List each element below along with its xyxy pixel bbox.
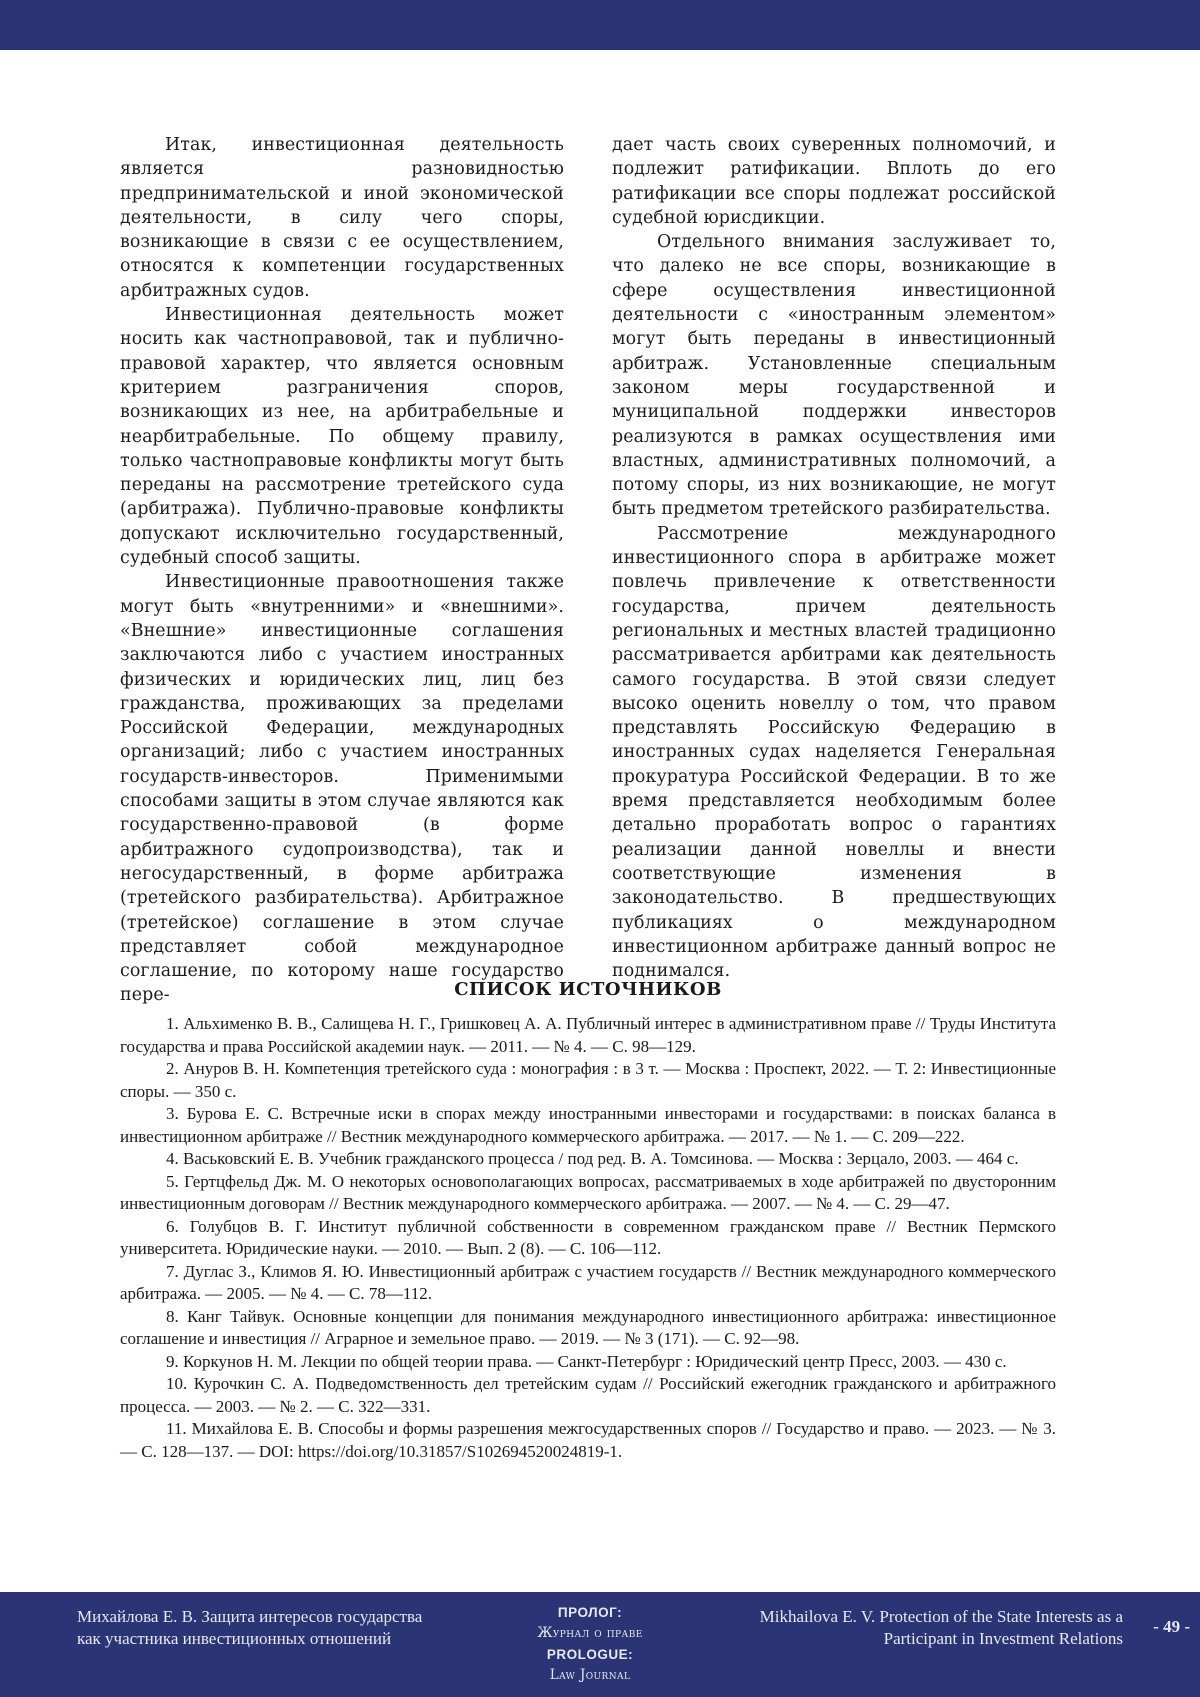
- footer-left-line: как участника инвестиционных отношений: [77, 1629, 392, 1648]
- left-column: [120, 133, 564, 1008]
- paragraph: Рассмотрение международного инвестиционного спора в арбитраже может повлечь привлечение к ответственности государства, причем деятельность региональных и местных властей традиционно рассматривается арбитрами как деятельность самого государства. В этой связи следует высоко оценить новеллу о том, что правом представлять Российскую Федерацию в иностранных судах наделяется Генеральная прокуратура Российской Федерации. В то же время представляется необходимым более детально проработать вопрос о гарантиях реализации данной новеллы и внести соответствующие изменения в законодательство. В предшествующих публикациях о международном инвестиционном арбитраже данный вопрос не поднимался.: [612, 523, 1056, 982]
- reference-item: 7. Дуглас З., Климов Я. Ю. Инвестиционный арбитраж с участием государств // Вестник международного коммерческого арбитража. — 2005. — № 4. — С. 78—112.: [120, 1261, 1056, 1303]
- reference-item: 6. Голубцов В. Г. Институт публичной собственности в современном гражданском праве // Вестник Пермского университета. Юридические науки. — 2010. — Вып. 2 (8). — С. 106—112.: [120, 1216, 1056, 1258]
- paragraph: Отдельного внимания заслуживает то, что далеко не все споры, возникающие в сфере осуществления инвестиционной деятельности с «иностранным элементом» могут быть переданы в инвестиционный арбитраж. Установленные специальным законом меры государственной и муниципальной поддержки инвесторов реализуются в рамках осуществления ими властных, административных полномочий, а потому споры, из них возникающие, не могут быть предметом третейского разбирательства.: [612, 232, 1056, 520]
- footer-author-title-en: [760, 1606, 1123, 1650]
- footer-right-line: Participant in Investment Relations: [883, 1629, 1123, 1648]
- right-column: [612, 133, 1056, 1008]
- footer-right-line: Mikhailova E. V. Protection of the State Interests as a: [759, 1607, 1123, 1626]
- page-number: - 49 -: [1153, 1617, 1190, 1636]
- reference-item: 9. Коркунов Н. М. Лекции по общей теории права. — Санкт-Петербург : Юридический центр Пресс, 2003. — 430 с.: [166, 1351, 1007, 1371]
- reference-item: 5. Гертцфельд Дж. М. О некоторых основополагающих вопросах, рассматриваемых в ходе арбитражей по двусторонним инвестиционным договорам // Вестник международного коммерческого арбитража. — 2007. — № 4. — С. 29—47.: [120, 1171, 1056, 1213]
- journal-title: [500, 1602, 680, 1686]
- references-list: [120, 1013, 1056, 1463]
- footer-band: [0, 1592, 1200, 1697]
- journal-en-title: PROLOGUE:: [546, 1647, 634, 1662]
- reference-item: 3. Бурова Е. С. Встречные иски в спорах между иностранными инвесторами и государствами: в поисках баланса в инвестиционном арбитраже // Вестник международного коммерческого арбитража. — 2017. — № 1. — С. 209—222.: [120, 1104, 1056, 1146]
- article-body: [120, 133, 1056, 1008]
- paragraph: Инвестиционная деятельность может носить как частноправовой, так и публично-правовой характер, что является основным критерием разграничения споров, возникающих из нее, на арбитрабельные и неарбитрабельные. По общему правилу, только частноправовые конфликты могут быть переданы на рассмотрение третейского суда (арбитража). Публично-правовые конфликты допускают исключительно государственный, судебный способ защиты.: [120, 305, 564, 569]
- paragraph: Итак, инвестиционная деятельность является разновидностью предпринимательской и иной экономической деятельности, в силу чего споры, возникающие в связи с ее осуществлением, относятся к компетенции государственных арбитражных судов.: [120, 135, 564, 301]
- paragraph: Инвестиционные правоотношения также могут быть «внутренними» и «внешними». «Внешние» инвестиционные соглашения заключаются либо с участием иностранных физических и юридических лиц, лиц без гражданства, проживающих за пределами Российской Федерации, международных организаций; либо с участием иностранных государств-инвесторов. Применимыми способами защиты в этом случае являются как государственно-правовой (в форме арбитражного судопроизводства), так и негосударственный, в форме арбитража (третейского разбирательства). Арбитражное (третейское) соглашение в этом случае представляет собой международное соглашение, по которому наше государство пере-: [120, 572, 564, 1006]
- header-band: [0, 0, 1200, 50]
- reference-item: 8. Канг Тайвук. Основные концепции для понимания международного инвестиционного арбитража: инвестиционное соглашение и инвестиция // Аграрное и земельное право. — 2019. — № 3 (171). — С. 92—98.: [120, 1306, 1056, 1348]
- reference-item: 2. Ануров В. Н. Компетенция третейского суда : монография : в 3 т. — Москва : Проспект, 2022. — Т. 2: Инвестиционные споры. — 350 с.: [120, 1059, 1056, 1101]
- reference-item: 11. Михайлова Е. В. Способы и формы разрешения межгосударственных споров // Государство и право. — 2023. — № 3. — С. 128—137. — DOI: https://doi.org/10.31857/S102694520024819-1.: [120, 1419, 1056, 1461]
- footer-author-title-ru: [77, 1606, 422, 1650]
- reference-item: 10. Курочкин С. А. Подведомственность дел третейским судам // Российский ежегодник гражданского и арбитражного процесса. — 2003. — № 2. — С. 322—331.: [120, 1374, 1056, 1416]
- references-title: СПИСОК ИСТОЧНИКОВ: [454, 979, 722, 1000]
- reference-item: 4. Васьковский Е. В. Учебник гражданского процесса / под ред. В. А. Томсинова. — Москва : Зерцало, 2003. — 464 с.: [166, 1149, 1019, 1168]
- journal-ru-title: ПРОЛОГ:: [557, 1605, 623, 1620]
- journal-ru-subtitle: Журнал о праве: [537, 1625, 643, 1641]
- reference-item: 1. Альхименко В. В., Салищева Н. Г., Гришковец А. А. Публичный интерес в административном праве // Труды Института государства и права Российской академии наук. — 2011. — № 4. — С. 98—129.: [120, 1014, 1056, 1056]
- paragraph-continuation: дает часть своих суверенных полномочий, и подлежит ратификации. Вплоть до его ратификации все споры подлежат российской судебной юрисдикции.: [612, 135, 1056, 228]
- footer-left-line: Михайлова Е. В. Защита интересов государства: [77, 1607, 423, 1626]
- journal-en-subtitle: Law Journal: [549, 1667, 631, 1683]
